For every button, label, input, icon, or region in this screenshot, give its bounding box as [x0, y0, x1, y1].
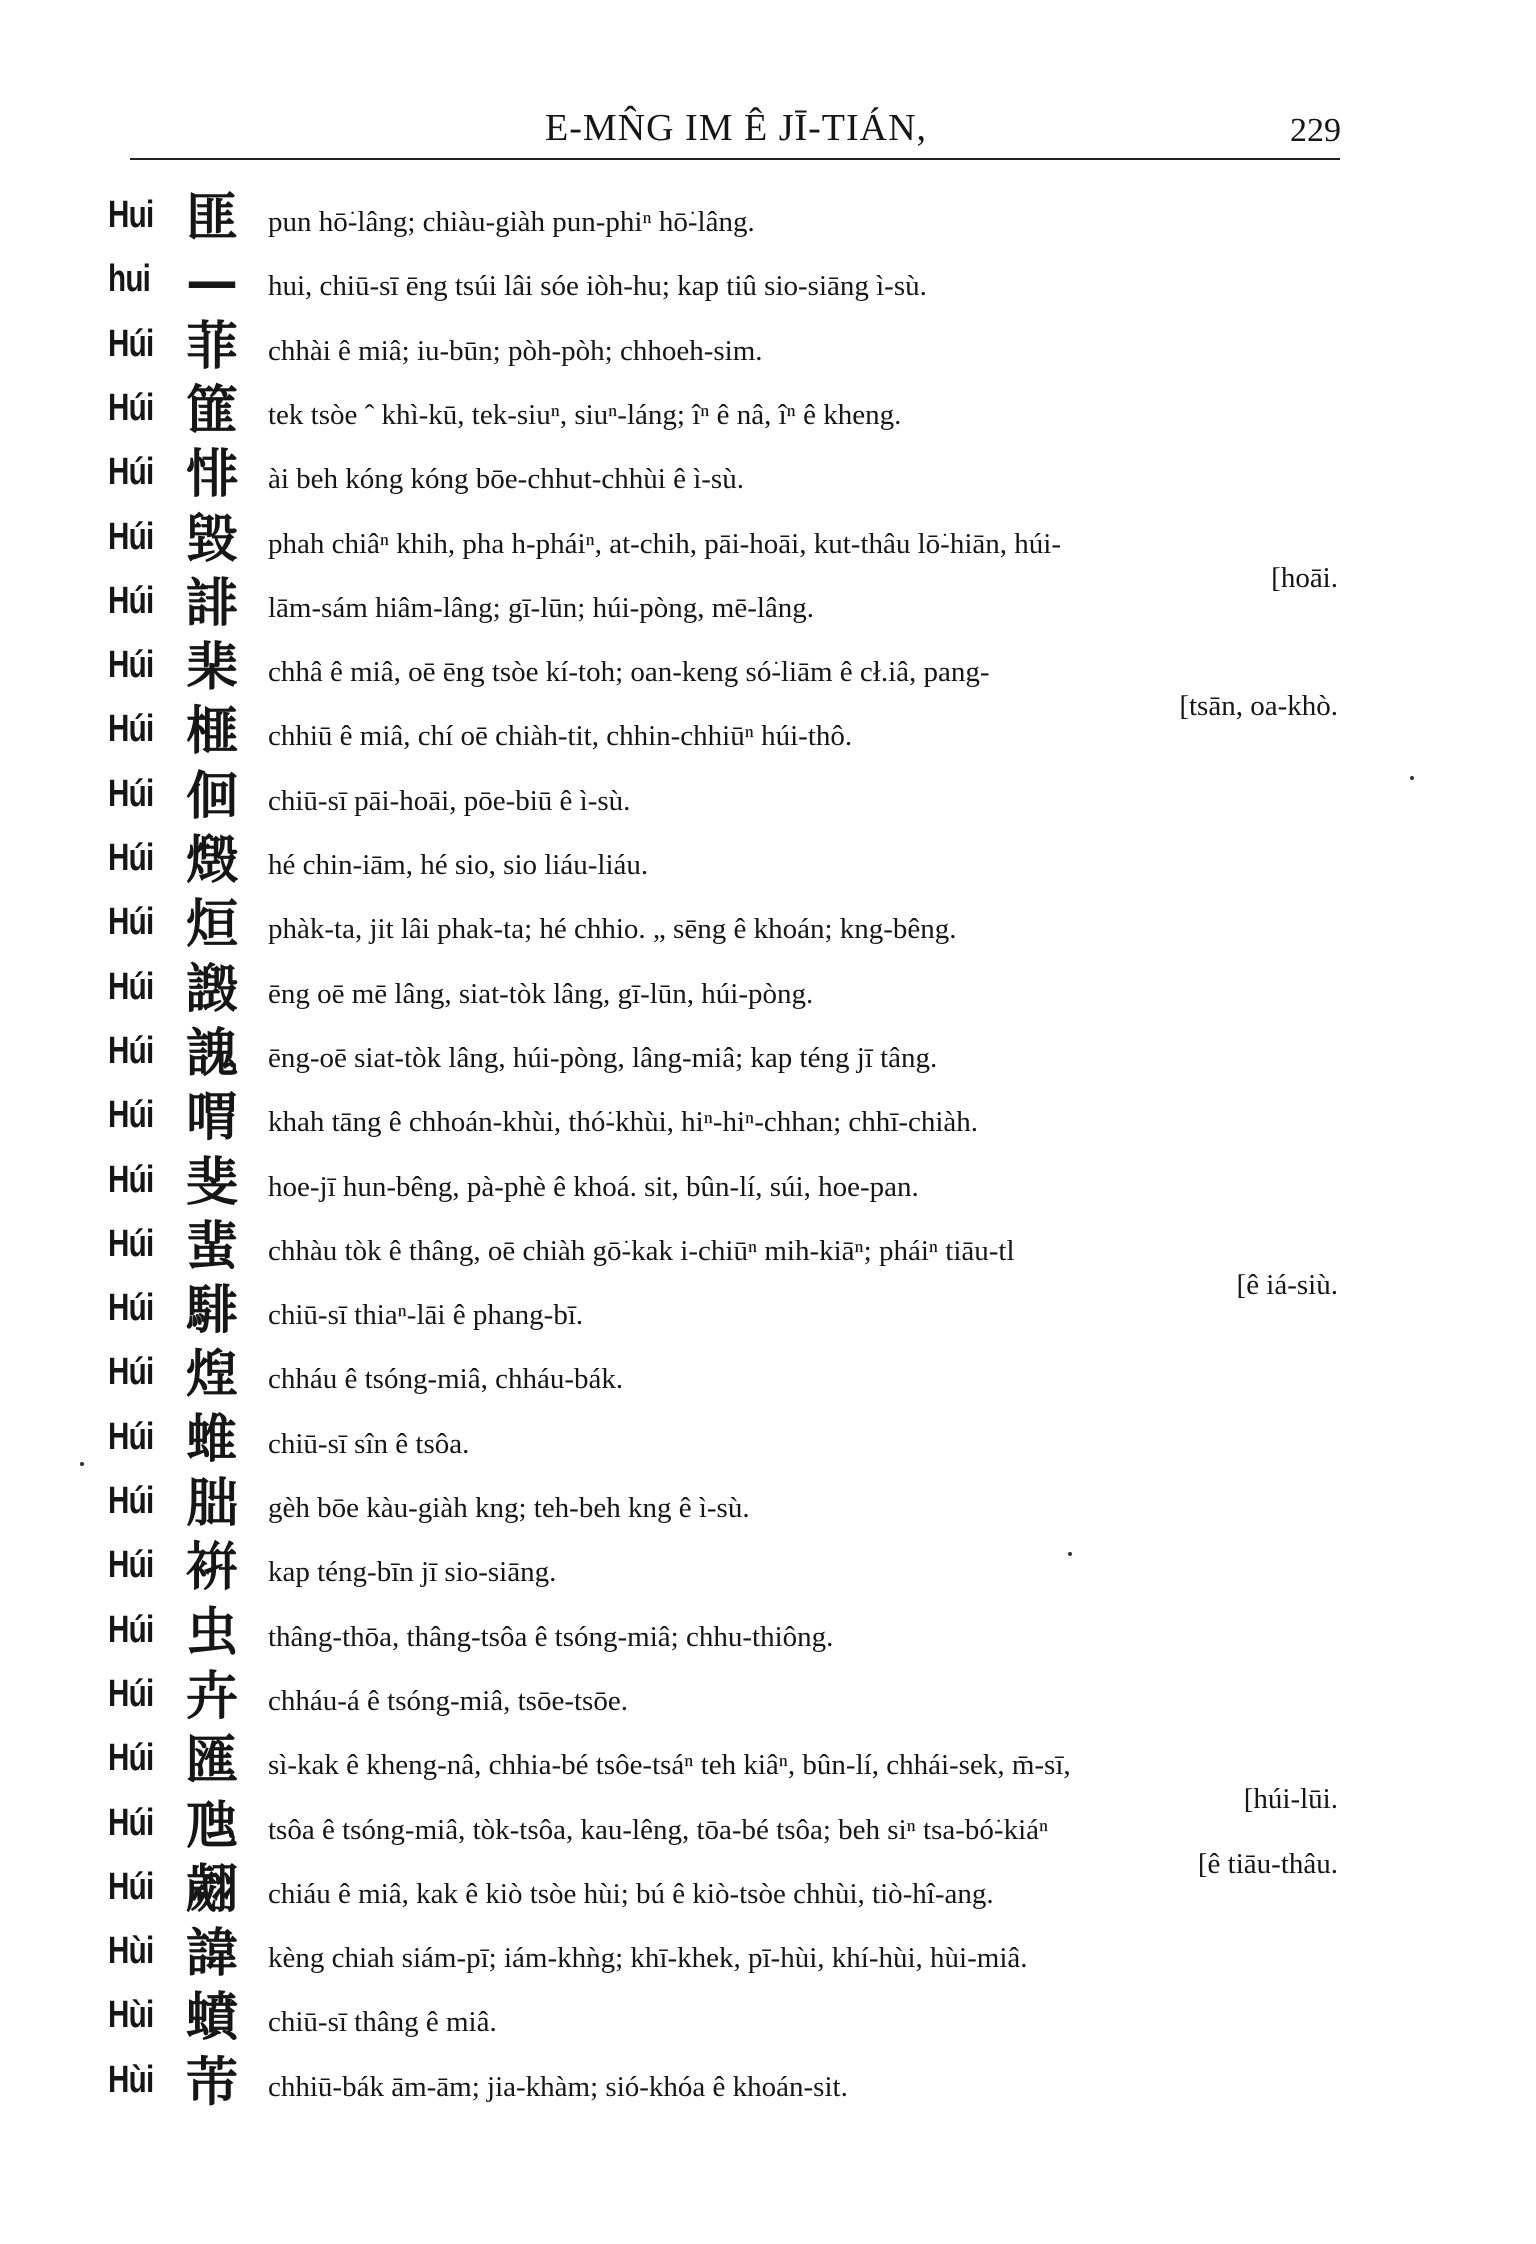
dictionary-entry — [108, 1538, 1338, 1608]
entry-headword: Húi — [108, 1287, 154, 1329]
entry-definition: ēng oē mē lâng, siat-tòk lâng, gī-lūn, húi-pòng. — [268, 978, 814, 1010]
entry-definition: sì-kak ê kheng-nâ, chhia-bé tsôe-tsáⁿ teh kiâⁿ, bûn-lí, chhái-sek, m̄-sī, — [268, 1749, 1071, 1781]
entry-character: 烜 — [186, 895, 239, 955]
dictionary-entry — [108, 1410, 1338, 1480]
entry-definition: chhiū-bák ām-ām; jia-khàm; sió-khóa ê khoán-sit. — [268, 2071, 848, 2103]
entry-headword: Húi — [108, 1416, 154, 1458]
print-speck — [80, 1462, 84, 1466]
entry-definition: chhâ ê miâ, oē ēng tsòe kí-toh; oan-keng só͘-liām ê cł.iâ, pang- — [268, 656, 990, 688]
entry-headword: Hùi — [108, 1930, 154, 1972]
entry-character: 毀 — [186, 510, 239, 570]
entry-character: 誹 — [186, 574, 239, 634]
entry-headword: Húi — [108, 1802, 154, 1844]
entry-character: 諱 — [186, 1924, 239, 1984]
dictionary-entry — [108, 1217, 1338, 1301]
entry-headword: Húi — [108, 1094, 154, 1136]
entry-character: 芾 — [186, 2053, 239, 2113]
entry-headword: hui — [108, 258, 151, 300]
entry-definition: tek tsòe ˆ khì-kū, tek-siuⁿ, siuⁿ-láng; îⁿ ê nâ, îⁿ ê kheng. — [268, 399, 902, 431]
entry-character: 匪 — [186, 188, 239, 248]
entry-definition: chiáu ê miâ, kak ê kiò tsòe hùi; bú ê kiò-tsòe chhùi, tiò-hî-ang. — [268, 1878, 994, 1910]
entry-character: 虫 — [186, 1603, 239, 1663]
dictionary-entry — [108, 1281, 1338, 1351]
entry-headword: Húi — [108, 1480, 154, 1522]
entry-definition: chiū-sī sîn ê tsôa. — [268, 1428, 470, 1460]
entry-headword: Húi — [108, 1544, 154, 1586]
entry-headword: Húi — [108, 1737, 154, 1779]
entry-definition: thâng-thōa, thâng-tsôa ê tsóng-miâ; chhu-thiông. — [268, 1621, 834, 1653]
page-number: 229 — [1290, 112, 1341, 149]
entry-definition: chiū-sī thiaⁿ-lāi ê phang-bī. — [268, 1299, 584, 1331]
entry-character: 虺 — [186, 1796, 239, 1856]
dictionary-entry — [108, 2053, 1338, 2123]
dictionary-entry — [108, 702, 1338, 772]
dictionary-entry — [108, 638, 1338, 722]
header-rule — [130, 158, 1340, 160]
dictionary-entry — [108, 895, 1338, 965]
entry-definition: chhàu tòk ê thâng, oē chiàh gō͘-kak i-chiūⁿ mih-kiāⁿ; pháiⁿ tiāu-tl — [268, 1235, 1015, 1267]
entry-headword: Húi — [108, 708, 154, 750]
entry-definition: chhiū ê miâ, chí oē chiàh-tit, chhin-chhiūⁿ húi-thô. — [268, 720, 853, 752]
entry-continuation: [tsān, oa-khò. — [1179, 690, 1338, 722]
dictionary-entry — [108, 767, 1338, 837]
entry-definition: ài beh kóng kóng bōe-chhut-chhùi ê ì-sù. — [268, 463, 744, 495]
entry-character: 𧚭 — [186, 1538, 239, 1598]
entry-character: 燬 — [186, 831, 239, 891]
dictionary-entry — [108, 574, 1338, 644]
entry-character: 卉 — [186, 1667, 239, 1727]
dictionary-entry — [108, 381, 1338, 451]
entry-character: 蟦 — [186, 1988, 239, 2048]
entry-definition: hui, chiū-sī ēng tsúi lâi sóe iòh-hu; kap tiû sio-siāng ì-sù. — [268, 270, 927, 302]
entry-character: 榧 — [186, 702, 239, 762]
entry-character: 譭 — [186, 960, 239, 1020]
entry-definition: pun hō͘-lâng; chiàu-giàh pun-phiⁿ hō͘-lâng. — [268, 206, 755, 238]
entry-character: 蜼 — [186, 1410, 239, 1470]
entry-character: 謉 — [186, 1024, 239, 1084]
dictionary-entry — [108, 317, 1338, 387]
entry-definition: ēng-oē siat-tòk lâng, húi-pòng, lâng-miâ; kap téng jī tâng. — [268, 1042, 938, 1074]
entry-definition: khah tāng ê chhoán-khùi, thó͘-khùi, hiⁿ-hiⁿ-chhan; chhī-chiàh. — [268, 1106, 979, 1138]
entry-definition: gèh bōe kàu-giàh kng; teh-beh kng ê ì-sù. — [268, 1492, 750, 1524]
entry-continuation: [ê iá-siù. — [1236, 1269, 1338, 1301]
entry-headword: Húi — [108, 1223, 154, 1265]
entry-definition: hoe-jī hun-bêng, pà-phè ê khoá. sit, bûn-lí, súi, hoe-pan. — [268, 1171, 919, 1203]
entry-headword: Hui — [108, 194, 154, 236]
entry-headword: Húi — [108, 580, 154, 622]
entry-headword: Húi — [108, 323, 154, 365]
entry-headword: Hùi — [108, 1994, 154, 2036]
entry-character: 斐 — [186, 1153, 239, 1213]
entry-headword: Húi — [108, 773, 154, 815]
entry-character: 喟 — [186, 1088, 239, 1148]
entry-headword: Hùi — [108, 2059, 154, 2101]
dictionary-entry — [108, 1988, 1338, 2058]
entry-character: 悱 — [186, 445, 239, 505]
running-header-title: E-MN̂G IM Ê JĪ-TIÁN, — [545, 107, 928, 149]
dictionary-entry — [108, 1667, 1338, 1737]
entry-character: 翽 — [186, 1860, 239, 1920]
entry-character: 朏 — [186, 1474, 239, 1534]
entry-headword: Húi — [108, 837, 154, 879]
entry-character: 佪 — [186, 767, 239, 827]
entry-definition: tsôa ê tsóng-miâ, tòk-tsôa, kau-lêng, tōa-bé tsôa; beh siⁿ tsa-bó͘-kiáⁿ — [268, 1814, 1049, 1846]
entry-character: 菲 — [186, 317, 239, 377]
entry-headword: Húi — [108, 1159, 154, 1201]
dictionary-entry — [108, 1474, 1338, 1544]
entry-definition: lām-sám hiâm-lâng; gī-lūn; húi-pòng, mē-lâng. — [268, 592, 815, 624]
entry-definition: phàk-ta, jit lâi phak-ta; hé chhio. „ sēng ê khoán; kng-bêng. — [268, 913, 957, 945]
entry-character: 㷐 — [186, 1345, 239, 1405]
entry-headword: Húi — [108, 901, 154, 943]
entry-character: — — [186, 252, 238, 312]
entry-definition: chhài ê miâ; iu-būn; pòh-pòh; chhoeh-sim. — [268, 335, 763, 367]
entry-character: 蜚 — [186, 1217, 239, 1277]
entry-definition: chiū-sī pāi-hoāi, pōe-biū ê ì-sù. — [268, 785, 631, 817]
dictionary-entry — [108, 831, 1338, 901]
entry-character: 篚 — [186, 381, 239, 441]
entry-headword: Húi — [108, 451, 154, 493]
entry-definition: chháu-á ê tsóng-miâ, tsōe-tsōe. — [268, 1685, 628, 1717]
dictionary-entry — [108, 445, 1338, 515]
entry-continuation: [hoāi. — [1271, 562, 1338, 594]
dictionary-entry — [108, 1153, 1338, 1223]
entry-definition: kap téng-bīn jī sio-siāng. — [268, 1556, 557, 1588]
print-speck — [1410, 776, 1414, 780]
print-speck — [1068, 1552, 1072, 1556]
entry-headword: Húi — [108, 1866, 154, 1908]
dictionary-entry — [108, 252, 1338, 322]
entry-definition: chiū-sī thâng ê miâ. — [268, 2006, 497, 2038]
entry-character: 匯 — [186, 1731, 239, 1791]
entry-headword: Húi — [108, 387, 154, 429]
entry-definition: hé chin-iām, hé sio, sio liáu-liáu. — [268, 849, 649, 881]
entry-headword: Húi — [108, 1030, 154, 1072]
entry-headword: Húi — [108, 1673, 154, 1715]
entry-headword: Húi — [108, 966, 154, 1008]
entry-headword: Húi — [108, 1351, 154, 1393]
entry-headword: Húi — [108, 644, 154, 686]
entry-definition: phah chiâⁿ khih, pha h-pháiⁿ, at-chih, pāi-hoāi, kut-thâu lō͘-hiān, húi- — [268, 528, 1061, 560]
dictionary-entry — [108, 1603, 1338, 1673]
dictionary-entry — [108, 1924, 1338, 1994]
entry-character: 棐 — [186, 638, 239, 698]
entry-continuation: [ê tiāu-thâu. — [1197, 1848, 1338, 1880]
entry-character: 騑 — [186, 1281, 239, 1341]
entry-headword: Húi — [108, 516, 154, 558]
dictionary-entry — [108, 1731, 1338, 1815]
dictionary-entry — [108, 1345, 1338, 1415]
dictionary-entry — [108, 960, 1338, 1030]
dictionary-entry — [108, 510, 1338, 594]
dictionary-entry — [108, 1088, 1338, 1158]
dictionary-entry — [108, 1860, 1338, 1930]
entry-definition: kèng chiah siám-pī; iám-khǹg; khī-khek, pī-hùi, khí-hùi, hùi-miâ. — [268, 1942, 1028, 1974]
entry-continuation: [húi-lūi. — [1243, 1783, 1338, 1815]
entry-definition: chháu ê tsóng-miâ, chháu-bák. — [268, 1363, 624, 1395]
entry-headword: Húi — [108, 1609, 154, 1651]
dictionary-entry — [108, 188, 1338, 258]
dictionary-entry — [108, 1024, 1338, 1094]
